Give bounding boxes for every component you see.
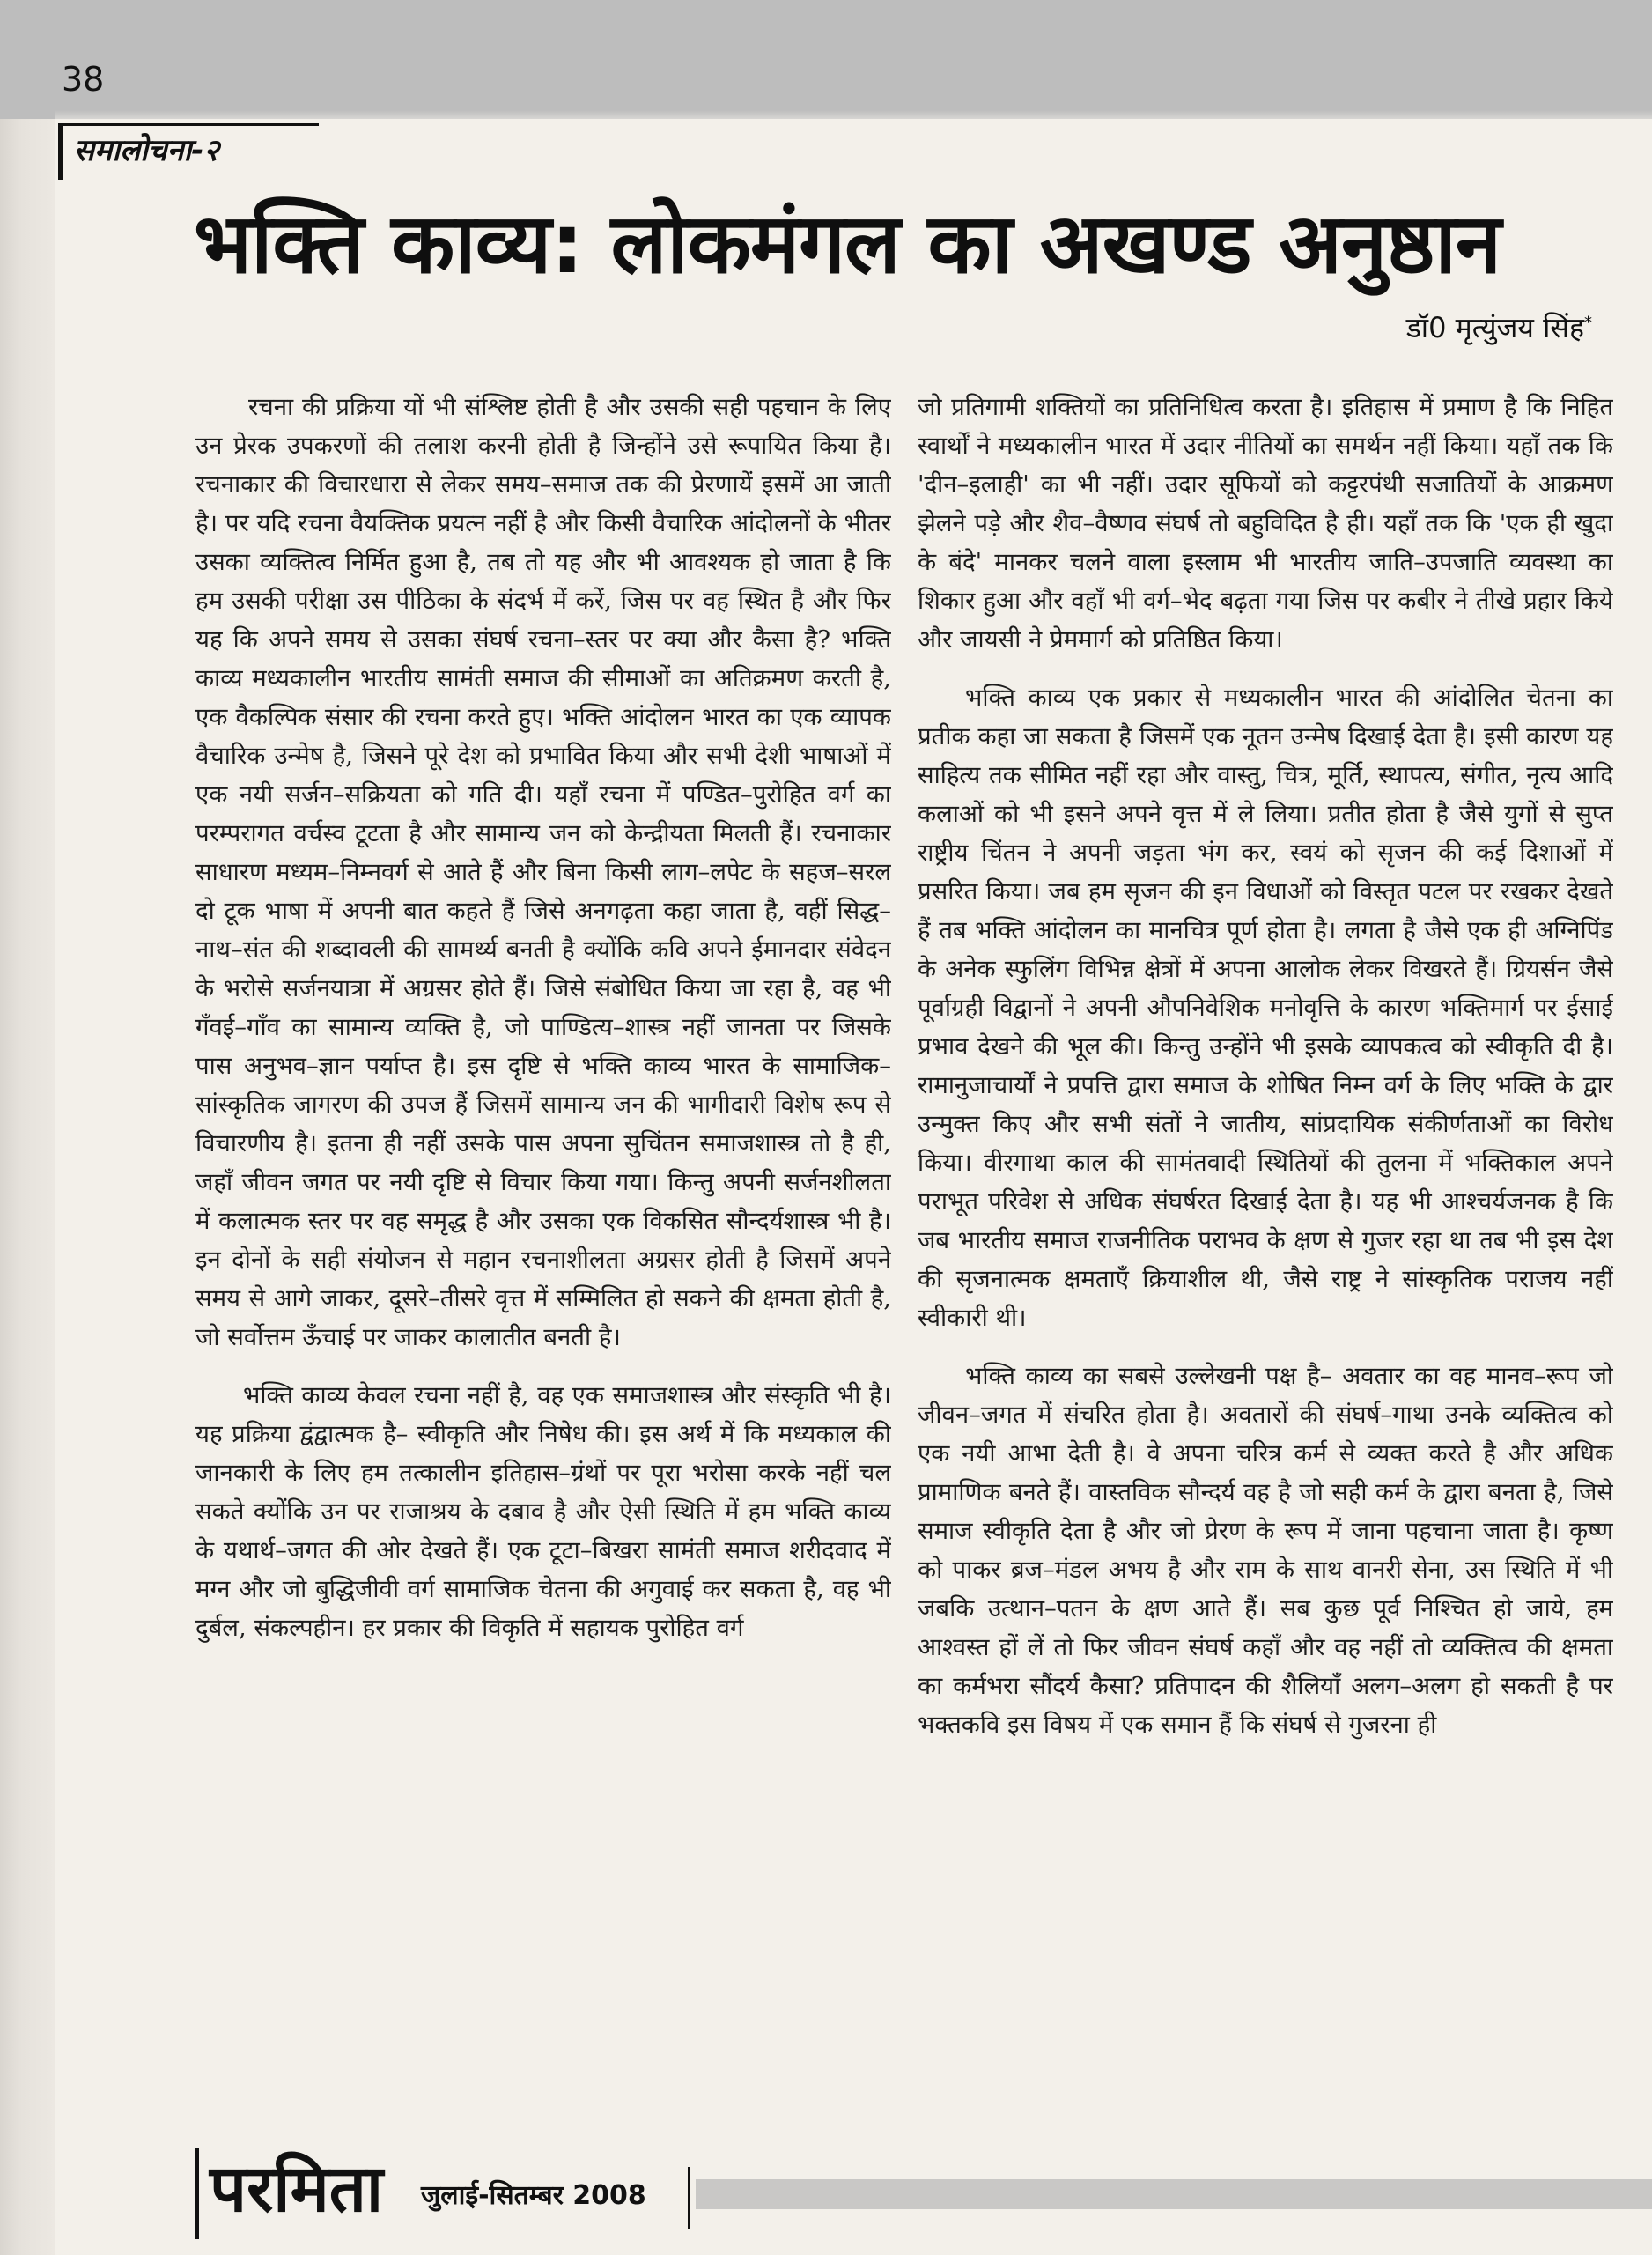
footer-rule-mid [688,2167,690,2229]
issue-date: जुलाई-सितम्बर 2008 [421,2180,646,2211]
page-number: 38 [62,60,105,99]
section-tag: समालोचना-२ [58,123,319,180]
paragraph: जो प्रतिगामी शक्तियों का प्रतिनिधित्व करता है। इतिहास में प्रमाण है कि निहित स्वार्थों ने मध्यकालीन भारत में उदार नीतियों का समर्थन नहीं किया। यहाँ तक कि 'दीन–इलाही' का भी नहीं। उदार सूफियों को कट्टरपंथी सजातियों के आक्रमण झेलने पड़े और शैव–वैष्णव संघर्ष तो बहुविदित है ही। यहाँ तक कि 'एक ही खुदा के बंदे' मानकर चलने वाला इस्लाम भी भारतीय जाति–उपजाति व्यवस्था का शिकार हुआ और वहाँ भी वर्ग–भेद बढ़ता गया जिस पर कबीर ने तीखे प्रहार किये और जायसी ने प्रेममार्ग को प्रतिष्ठित किया। [918,393,1613,654]
page-footer [0,2132,1652,2255]
header-band [0,0,1652,119]
author-line [1406,308,1592,346]
article-title: भक्ति काव्य: लोकमंगल का अखण्ड अनुष्ठान [194,196,1501,292]
right-column [918,388,1613,2132]
footer-band [696,2179,1652,2209]
paragraph: भक्ति काव्य का सबसे उल्लेखनी पक्ष है– अवतार का वह मानव–रूप जो जीवन–जगत में संचरित होता है। अवतारों की संघर्ष–गाथा उनके व्यक्तित्व को एक नयी आभा देती है। वे अपना चरित्र कर्म से व्यक्त करते है और अधिक प्रामाणिक बनते हैं। वास्तविक सौन्दर्य वह है जो सही कर्म के द्वारा बनता है, जिसे समाज स्वीकृति देता है और जो प्रेरण के रूप में जाना पहचाना जाता है। कृष्ण को पाकर ब्रज–मंडल अभय है और राम के साथ वानरी सेना, उस स्थिति में भी जबकि उत्थान–पतन के क्षण आते हैं। सब कुछ पूर्व निश्चित हो जाये, हम आश्वस्त हों लें तो फिर जीवन संघर्ष कहाँ और वह नहीं तो व्यक्तित्व की क्षमता का कर्मभरा सौंदर्य कैसा? प्रतिपादन की शैलियाँ अलग–अलग हो सकती है पर भक्तकवि इस विषय में एक समान हैं कि संघर्ष से गुजरना ही [918,1362,1613,1739]
footer-rule-left [195,2148,199,2239]
paragraph: भक्ति काव्य केवल रचना नहीं है, वह एक समाजशास्त्र और संस्कृति भी है। यह प्रक्रिया द्वंद्वात्मक है– स्वीकृति और निषेध की। इस अर्थ में कि मध्यकाल की जानकारी के लिए हम तत्कालीन इतिहास–ग्रंथों पर पूरा भरोसा करके नहीं चल सकते क्योंकि उन पर राजाश्रय के दबाव है और ऐसी स्थिति में हम भक्ति काव्य के यथार्थ–जगत की ओर देखते हैं। एक टूटा–बिखरा सामंती समाज शरीदवाद में मग्न और जो बुद्धिजीवी वर्ग सामाजिक चेतना की अगुवाई कर सकता है, वह भी दुर्बल, संकल्पहीन। हर प्रकार की विकृति में सहायक पुरोहित वर्ग [195,1381,891,1642]
author-footnote-mark: * [1584,313,1592,332]
author-name: डॉ0 मृत्युंजय सिंह [1405,311,1584,344]
paragraph: भक्ति काव्य एक प्रकार से मध्यकालीन भारत की आंदोलित चेतना का प्रतीक कहा जा सकता है जिसमें एक नूतन उन्मेष दिखाई देता है। इसी कारण यह साहित्य तक सीमित नहीं रहा और वास्तु, चित्र, मूर्ति, स्थापत्य, संगीत, नृत्य आदि कलाओं को भी इसने अपने वृत्त में ले लिया। प्रतीत होता है जैसे युगों से सुप्त राष्ट्रीय चिंतन ने अपनी जड़ता भंग कर, स्वयं को सृजन की कई दिशाओं में प्रसरित किया। जब हम सृजन की इन विधाओं को विस्तृत पटल पर रखकर देखते हैं तब भक्ति आंदोलन का मानचित्र पूर्ण होता है। लगता है जैसे एक ही अग्निपिंड के अनेक स्फुलिंग विभिन्न क्षेत्रों में अपना आलोक लेकर विखरते हैं। ग्रियर्सन जैसे पूर्वाग्रही विद्वानों ने अपनी औपनिवेशिक मनोवृत्ति के कारण भक्तिमार्ग पर ईसाई प्रभाव देखने की भूल की। किन्तु उन्होंने भी इसके व्यापकत्व को स्वीकृति दी है। रामानुजाचार्यों ने प्रपत्ति द्वारा समाज के शोषित निम्न वर्ग के लिए भक्ति के द्वार उन्मुक्त किए और सभी संतों ने जातीय, सांप्रदायिक संकीर्णताओं का विरोध किया। वीरगाथा काल की सामंतवादी स्थितियों की तुलना में भक्तिकाल अपने पराभूत परिवेश से अधिक संघर्षरत दिखाई देता है। यह भी आश्चर्यजनक है कि जब भारतीय समाज राजनीतिक पराभव के क्षण से गुजर रहा था तब भी इस देश की सृजनात्मक क्षमताएँ क्रियाशील थी, जैसे राष्ट्र ने सांस्कृतिक पराजय नहीं स्वीकारी थी। [918,684,1613,1332]
journal-name: परमिता [210,2151,384,2227]
header-shadow [55,110,1652,119]
page-gutter [0,0,55,2255]
paragraph: रचना की प्रक्रिया यों भी संश्लिष्ट होती है और उसकी सही पहचान के लिए उन प्रेरक उपकरणों की तलाश करनी होती है जिन्होंने उसे रूपायित किया है। रचनाकार की विचारधारा से लेकर समय–समाज तक की प्रेरणायें इसमें आ जाती है। पर यदि रचना वैयक्तिक प्रयत्न नहीं है और किसी वैचारिक आंदोलनों के भीतर उसका व्यक्तित्व निर्मित हुआ है, तब तो यह और भी आवश्यक हो जाता है कि हम उसकी परीक्षा उस पीठिका के संदर्भ में करें, जिस पर वह स्थित है और फिर यह कि अपने समय से उसका संघर्ष रचना–स्तर पर क्या और कैसा है? भक्ति काव्य मध्यकालीन भारतीय सामंती समाज की सीमाओं का अतिक्रमण करती है, एक वैकल्पिक संसार की रचना करते हुए। भक्ति आंदोलन भारत का एक व्यापक वैचारिक उन्मेष है, जिसने पूरे देश को प्रभावित किया और सभी देशी भाषाओं में एक नयी सर्जन–सक्रियता को गति दी। यहाँ रचना में पण्डित–पुरोहित वर्ग का परम्परागत वर्चस्व टूटता है और सामान्य जन को केन्द्रीयता मिलती हैं। रचनाकार साधारण मध्यम–निम्नवर्ग से आते हैं और बिना किसी लाग–लपेट के सहज–सरल दो टूक भाषा में अपनी बात कहते हैं जिसे अनगढ़ता कहा जाता है, वहीं सिद्ध–नाथ–संत की शब्दावली की सामर्थ्य बनती है क्योंकि कवि अपने ईमानदार संवेदन के भरोसे सर्जनयात्रा में अग्रसर होते हैं। जिसे संबोधित किया जा रहा है, वह भी गँवई–गाँव का सामान्य व्यक्ति है, जो पाण्डित्य–शास्त्र नहीं जानता पर जिसके पास अनुभव–ज्ञान पर्याप्त है। इस दृष्टि से भक्ति काव्य भारत के सामाजिक–सांस्कृतिक जागरण की उपज हैं जिसमें सामान्य जन की भागीदारी विशेष रूप से विचारणीय है। इतना ही नहीं उसके पास अपना सुचिंतन समाजशास्त्र तो है ही, जहाँ जीवन जगत पर नयी दृष्टि से विचार किया गया। किन्तु अपनी सर्जनशीलता में कलात्मक स्तर पर वह समृद्ध है और उसका एक विकसित सौन्दर्यशास्त्र भी है। इन दोनों के सही संयोजन से महान रचनाशीलता अग्रसर होती है जिसमें अपने समय से आगे जाकर, दूसरे–तीसरे वृत्त में सम्मिलित हो सकने की क्षमता होती है, जो सर्वोत्तम ऊँचाई पर जाकर कालातीत बनती है। [195,393,891,1351]
left-column [195,388,891,2132]
